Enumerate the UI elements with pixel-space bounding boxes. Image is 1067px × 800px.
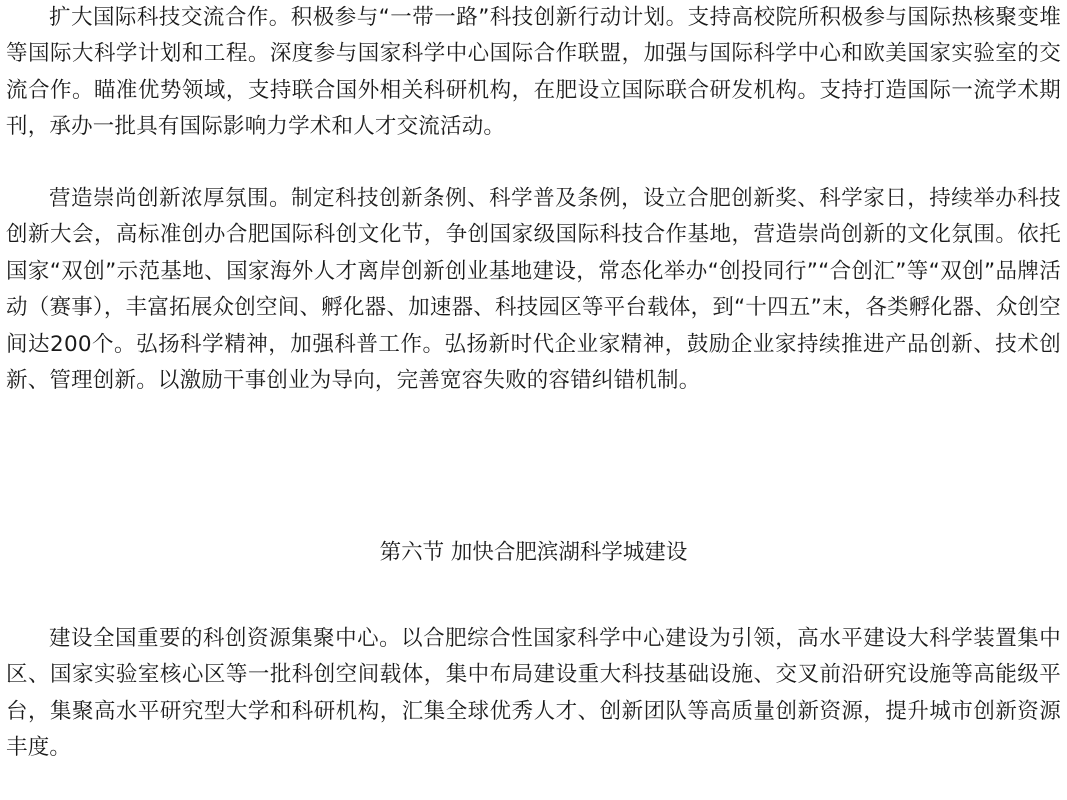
paragraph-international-cooperation: 扩大国际科技交流合作。积极参与“一带一路”科技创新行动计划。支持高校院所积极参与国际热核聚变堆等国际大科学计划和工程。深度参与国家科学中心国际合作联盟，加强与国际科学中心和欧美国家实验室的交流合作。瞄准优势领域，支持联合国外相关科研机构，在肥设立国际联合研发机构。支持打造国际一流学术期刊，承办一批具有国际影响力学术和人才交流活动。 [6,5,1061,140]
paragraph-resource-hub: 建设全国重要的科创资源集聚中心。以合肥综合性国家科学中心建设为引领，高水平建设大科学装置集中区、国家实验室核心区等一批科创空间载体，集中布局建设重大科技基础设施、交叉前沿研究设施等高能级平台，集聚高水平研究型大学和科研机构，汇集全球优秀人才、创新团队等高质量创新资源，提升城市创新资源丰度。 [6,626,1061,761]
paragraph-innovation-atmosphere: 营造崇尚创新浓厚氛围。制定科技创新条例、科学普及条例，设立合肥创新奖、科学家日，持续举办科技创新大会，高标准创办合肥国际科创文化节，争创国家级国际科技合作基地，营造崇尚创新的文化氛围。依托国家“双创”示范基地、国家海外人才离岸创新创业基地建设，常态化举办“创投同行”“合创汇”等“双创”品牌活动（赛事），丰富拓展众创空间、孵化器、加速器、科技园区等平台载体，到“十四五”末，各类孵化器、众创空间达200个。弘扬科学精神，加强科普工作。弘扬新时代企业家精神，鼓励企业家持续推进产品创新、技术创新、管理创新。以激励干事创业为导向，完善宽容失败的容错纠错机制。 [6,186,1061,394]
section-heading: 第六节 加快合肥滨湖科学城建设 [379,540,688,565]
